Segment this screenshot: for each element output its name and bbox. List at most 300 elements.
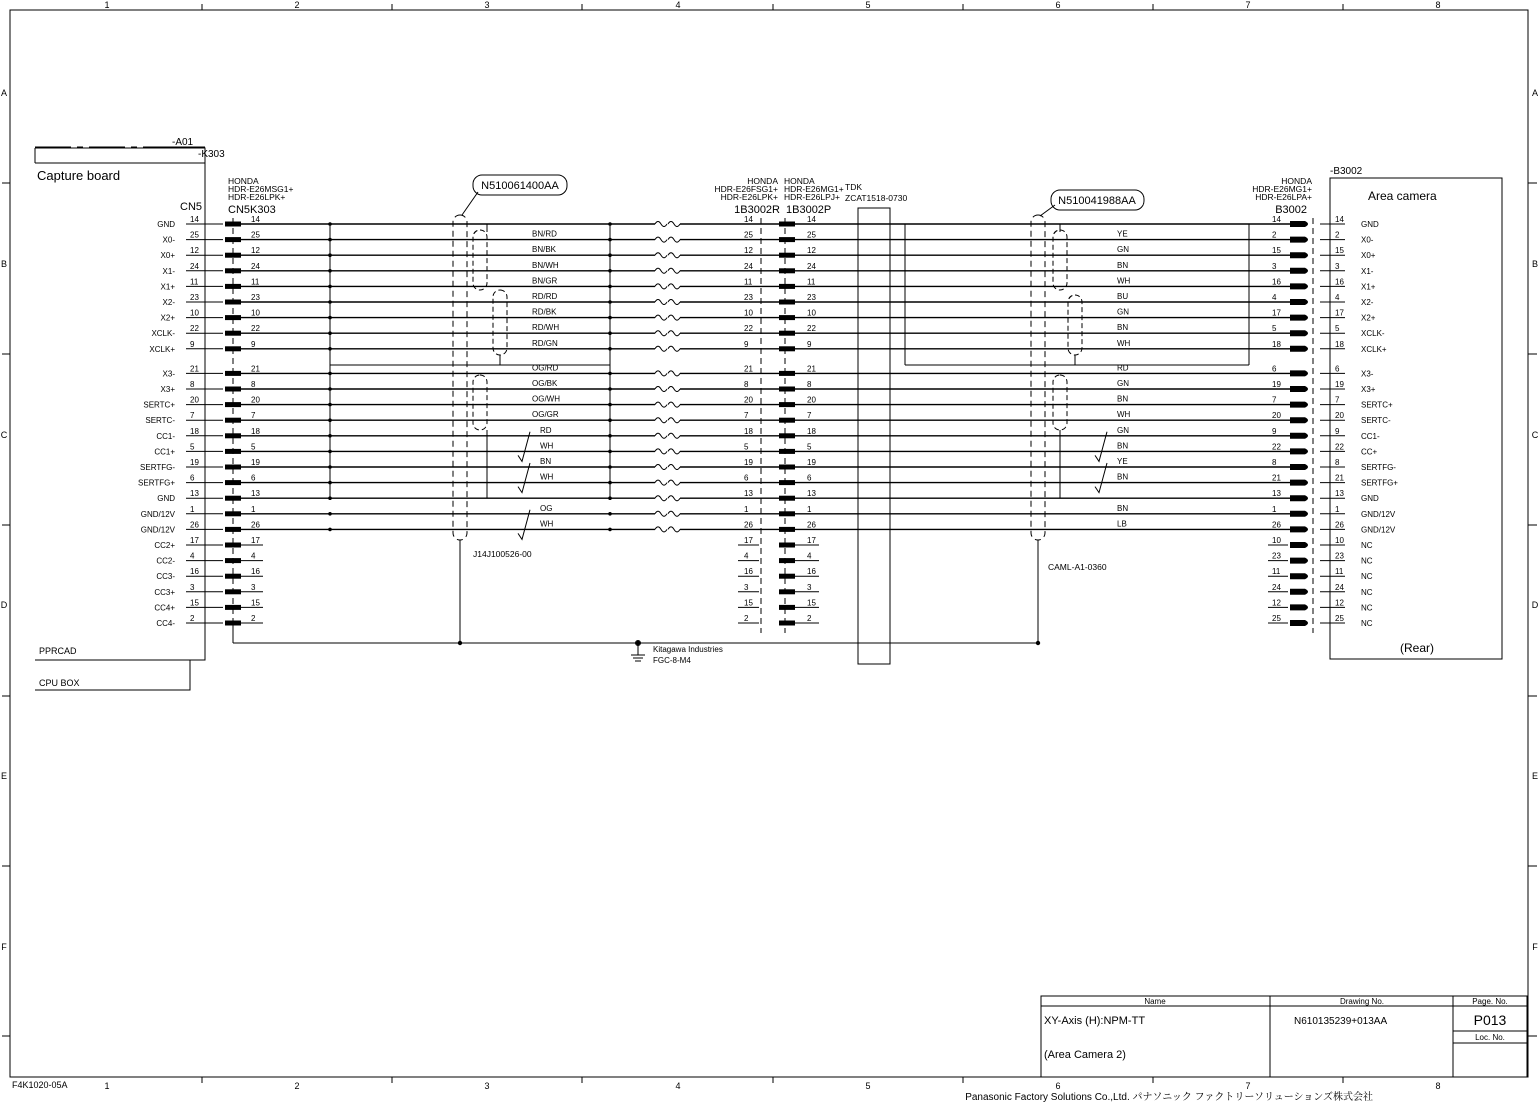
1b3002p-pin-number: 21 [807,364,816,374]
cable1-wire-color: RD [540,425,552,435]
1b3002p-pin-number: 19 [807,458,816,467]
1b3002r-pin-number: 12 [744,246,753,256]
1b3002p-pin-number: 11 [807,277,816,287]
svg-text:CN5K303: CN5K303 [228,204,276,216]
left-signal-label: CC3- [156,572,175,582]
ground-maker: Kitagawa Industries [653,645,723,654]
k303-pin-number: 4 [251,551,256,561]
camera-pin-number: 14 [1335,215,1344,224]
camera-signal-label: NC [1361,556,1373,566]
cable1-wire-color: BN/BK [532,245,557,255]
column-marker-bottom: 1 [104,1081,110,1091]
camera-signal-label: GND/12V [1361,509,1396,519]
1b3002r-pin-number: 19 [744,458,753,467]
left-pin-number: 20 [190,395,199,405]
left-signal-label: X1+ [160,282,175,292]
row-marker-left: A [0,88,8,98]
row-marker-left: D [0,600,8,610]
camera-pin-number: 1 [1335,504,1340,514]
k303-pin-number: 19 [251,458,260,467]
left-signal-label: SERTC+ [143,400,175,410]
svg-text:HDR-E26LPJ+: HDR-E26LPJ+ [784,192,840,202]
1b3002p-pin-number: 1 [807,504,812,514]
k303-pin-number: 20 [251,395,260,405]
cable2-wire-color: BU [1117,292,1129,301]
left-signal-label: XCLK- [151,329,175,339]
1b3002p-pin-number: 9 [807,339,812,349]
camera-signal-label: GND/12V [1361,525,1396,535]
camera-signal-label: XCLK- [1361,329,1385,339]
k303-pin-number: 26 [251,520,260,530]
left-pin-number: 16 [190,567,199,577]
k303-pin-number: 12 [251,246,260,256]
camera-signal-label: X2- [1361,298,1374,307]
1b3002p-pin-number: 26 [807,520,816,530]
svg-text:1B3002R: 1B3002R [734,204,780,216]
rear-label: (Rear) [1400,641,1435,655]
camera-signal-label: SERTFG- [1361,463,1396,472]
1b3002r-pin-number: 10 [744,308,753,318]
left-pin-number: 6 [190,473,195,483]
svg-text:HONDA: HONDA [747,176,778,186]
column-marker-top: 1 [104,0,110,10]
column-marker-bottom: 6 [1055,1081,1061,1091]
1b3002r-pin-number: 13 [744,489,753,499]
ref-b3002: -B3002 [1330,166,1363,177]
camera-signal-label: NC [1361,603,1373,613]
k303-pin-number: 10 [251,308,260,318]
camera-pin-number: 25 [1335,614,1344,623]
svg-text:N510061400AA: N510061400AA [481,180,559,192]
svg-text:N510041988AA: N510041988AA [1058,195,1136,207]
svg-text:HONDA: HONDA [784,176,815,186]
cable1-wire-color: BN/GR [532,276,558,286]
k303-pin-number: 25 [251,230,260,240]
left-signal-label: CC2- [156,556,175,566]
column-marker-bottom: 5 [865,1081,871,1091]
b3002-pin-number: 5 [1272,324,1277,334]
b3002-pin-number: 8 [1272,458,1277,467]
left-pin-number: 2 [190,614,195,623]
ground-part: FGC-8-M4 [653,656,691,665]
column-marker-top: 5 [865,0,871,10]
row-marker-right: D [1531,600,1539,610]
camera-signal-label: NC [1361,619,1373,628]
1b3002r-pin-number: 6 [744,473,749,483]
1b3002p-pin-number: 20 [807,395,816,405]
cable2-wire-color: BN [1117,503,1129,513]
1b3002r-pin-number: 5 [744,442,749,452]
row-marker-right: C [1531,430,1539,440]
left-pin-number: 25 [190,230,199,240]
column-marker-bottom: 4 [675,1081,681,1091]
camera-signal-label: SERTC- [1361,416,1391,426]
cable2-wire-color: RD [1117,363,1129,373]
svg-text:TDK: TDK [845,182,862,192]
1b3002p-pin-number: 17 [807,536,816,545]
cable2-wire-color: YE [1117,457,1128,466]
svg-text:HDR-E26LPK+: HDR-E26LPK+ [720,192,778,202]
ref-k303: -K303 [198,149,225,160]
camera-signal-label: X0- [1361,235,1374,245]
svg-text:HDR-E26MSG1+: HDR-E26MSG1+ [228,184,294,194]
camera-signal-label: GND [1361,220,1379,229]
1b3002p-pin-number: 4 [807,551,812,561]
left-signal-label: CC4+ [154,603,175,613]
column-marker-bottom: 8 [1435,1081,1441,1091]
left-pin-number: 5 [190,442,195,452]
left-pin-number: 7 [190,411,195,421]
cable1-wire-color: RD/RD [532,292,558,301]
1b3002p-pin-number: 3 [807,582,812,592]
b3002-pin-number: 22 [1272,442,1281,452]
left-signal-label: SERTFG- [140,463,175,472]
k303-pin-number: 7 [251,411,256,421]
cable2-wire-color: BN [1117,260,1129,270]
left-pin-number: 18 [190,426,199,436]
camera-pin-number: 11 [1335,567,1344,577]
pprcad-label: PPRCAD [39,646,77,656]
column-marker-bottom: 2 [294,1081,300,1091]
1b3002p-pin-number: 12 [807,246,816,256]
company-name: Panasonic Factory Solutions Co.,Ltd. パナソニック ファクトリーソリューションズ株式会社 [965,1092,1373,1103]
camera-signal-label: X1- [1361,266,1374,276]
1b3002r-pin-number: 17 [744,536,753,545]
1b3002p-pin-number: 7 [807,411,812,421]
camera-signal-label: NC [1361,572,1373,582]
k303-pin-number: 16 [251,567,260,577]
k303-pin-number: 17 [251,536,260,545]
left-pin-number: 10 [190,308,199,318]
1b3002r-pin-number: 7 [744,411,749,421]
camera-pin-number: 22 [1335,442,1344,452]
1b3002p-pin-number: 8 [807,380,812,389]
column-marker-top: 7 [1245,0,1251,10]
left-signal-label: X3- [162,369,175,379]
cable1-part: J14J100526-00 [473,549,532,559]
camera-signal-label: X3+ [1361,385,1376,394]
svg-text:HONDA: HONDA [1281,176,1312,186]
1b3002p-pin-number: 5 [807,442,812,452]
left-signal-label: GND/12V [140,525,175,535]
page-number: P013 [1473,1012,1507,1028]
1b3002r-pin-number: 18 [744,426,753,436]
svg-text:HDR-E26LPK+: HDR-E26LPK+ [228,192,286,202]
cable1-wire-color: OG/BK [532,379,558,388]
connector-cn5-label: CN5 [180,201,203,213]
camera-pin-number: 6 [1335,364,1340,374]
column-marker-bottom: 7 [1245,1081,1251,1091]
b3002-pin-number: 14 [1272,215,1281,224]
1b3002r-pin-number: 15 [744,598,753,608]
cable1-wire-color: OG/GR [532,410,559,420]
left-pin-number: 11 [190,277,199,287]
cable2-wire-color: WH [1117,338,1131,348]
left-pin-number: 23 [190,293,199,302]
1b3002r-pin-number: 24 [744,261,753,271]
row-marker-right: E [1531,771,1539,781]
k303-pin-number: 13 [251,489,260,499]
1b3002r-pin-number: 22 [744,324,753,334]
1b3002p-pin-number: 18 [807,426,816,436]
b3002-pin-number: 3 [1272,261,1277,271]
left-pin-number: 17 [190,536,199,545]
1b3002r-pin-number: 9 [744,339,749,349]
b3002-pin-number: 2 [1272,230,1277,240]
row-marker-left: B [0,259,8,269]
1b3002p-pin-number: 2 [807,614,812,623]
column-marker-top: 3 [484,0,490,10]
cable1-wire-color: BN/RD [532,229,557,239]
left-signal-label: X3+ [160,385,175,394]
left-signal-label: X2+ [160,313,175,323]
cable2-wire-color: GN [1117,307,1129,317]
form-id: F4K1020-05A [12,1080,68,1090]
row-marker-right: A [1531,88,1539,98]
cable2-wire-color: GN [1117,245,1129,255]
column-marker-bottom: 3 [484,1081,490,1091]
k303-pin-number: 1 [251,504,256,514]
name-header: Name [1144,997,1166,1006]
1b3002p-pin-number: 15 [807,598,816,608]
b3002-pin-number: 20 [1272,411,1281,421]
1b3002r-pin-number: 16 [744,567,753,577]
k303-pin-number: 14 [251,215,260,224]
left-pin-number: 22 [190,324,199,334]
camera-pin-number: 15 [1335,246,1344,256]
cable1-wire-color: RD/WH [532,323,560,333]
left-signal-label: SERTFG+ [138,478,175,488]
b3002-pin-number: 11 [1272,567,1281,577]
left-signal-label: CC2+ [154,541,175,550]
camera-pin-number: 10 [1335,536,1344,545]
k303-pin-number: 5 [251,442,256,452]
camera-pin-number: 4 [1335,293,1340,302]
b3002-pin-number: 1 [1272,504,1277,514]
left-signal-label: CC1- [156,431,175,441]
left-pin-number: 3 [190,582,195,592]
camera-pin-number: 12 [1335,598,1344,608]
b3002-pin-number: 23 [1272,551,1281,561]
cable2-wire-color: WH [1117,410,1131,420]
camera-pin-number: 26 [1335,520,1344,530]
capture-board-title: Capture board [37,168,121,183]
row-marker-left: E [0,771,8,781]
ref-a01: -A01 [172,137,194,148]
left-signal-label: XCLK+ [149,344,175,354]
camera-signal-label: NC [1361,541,1373,550]
1b3002r-pin-number: 20 [744,395,753,405]
cable1-wire-color: OG [540,503,553,513]
k303-pin-number: 15 [251,598,260,608]
cable1-wire-color: RD/BK [532,307,557,317]
camera-pin-number: 18 [1335,339,1344,349]
svg-text:HONDA: HONDA [228,176,259,186]
cable2-wire-color: GN [1117,379,1129,388]
b3002-pin-number: 24 [1272,582,1281,592]
1b3002p-pin-number: 22 [807,324,816,334]
b3002-pin-number: 15 [1272,246,1281,256]
row-marker-left: F [1,942,7,952]
cable1-wire-color: WH [540,472,554,482]
left-signal-label: X0- [162,235,175,245]
camera-pin-number: 7 [1335,395,1340,405]
camera-pin-number: 5 [1335,324,1340,334]
camera-pin-number: 20 [1335,411,1344,421]
left-pin-number: 14 [190,215,199,224]
1b3002p-pin-number: 24 [807,261,816,271]
camera-signal-label: X1+ [1361,282,1376,292]
b3002-pin-number: 4 [1272,293,1277,302]
camera-signal-label: SERTC+ [1361,400,1393,410]
camera-pin-number: 23 [1335,551,1344,561]
1b3002r-pin-number: 11 [744,277,753,287]
camera-signal-label: SERTFG+ [1361,478,1398,488]
1b3002r-pin-number: 25 [744,230,753,240]
1b3002p-pin-number: 23 [807,293,816,302]
1b3002p-pin-number: 10 [807,308,816,318]
cable2-wire-color: BN [1117,472,1129,482]
left-pin-number: 24 [190,261,199,271]
k303-pin-number: 21 [251,364,260,374]
cable2-part: CAML-A1-0360 [1048,562,1107,572]
b3002-pin-number: 25 [1272,614,1281,623]
cable2-wire-color: BN [1117,394,1129,404]
area-camera-title: Area camera [1368,189,1437,203]
b3002-pin-number: 26 [1272,520,1281,530]
left-signal-label: SERTC- [145,416,175,426]
1b3002p-pin-number: 14 [807,215,816,224]
1b3002r-pin-number: 1 [744,504,749,514]
left-pin-number: 19 [190,458,199,467]
row-marker-right: F [1532,942,1538,952]
svg-text:HDR-E26MG1+: HDR-E26MG1+ [784,184,844,194]
camera-signal-label: X0+ [1361,251,1376,261]
camera-pin-number: 3 [1335,261,1340,271]
b3002-pin-number: 19 [1272,380,1281,389]
cable2-wire-color: WH [1117,276,1131,286]
cable1-wire-color: WH [540,519,554,529]
camera-pin-number: 13 [1335,489,1344,499]
svg-text:ZCAT1518-0730: ZCAT1518-0730 [845,193,908,203]
camera-signal-label: X2+ [1361,313,1376,323]
cable2-wire-color: BN [1117,323,1129,333]
left-pin-number: 4 [190,551,195,561]
b3002-pin-number: 6 [1272,364,1277,374]
k303-pin-number: 3 [251,582,256,592]
svg-text:HDR-E26LPA+: HDR-E26LPA+ [1255,192,1312,202]
drawing-name-line1: XY-Axis (H):NPM-TT [1044,1015,1146,1027]
1b3002r-pin-number: 14 [744,215,753,224]
camera-pin-number: 17 [1335,308,1344,318]
camera-signal-label: XCLK+ [1361,344,1387,354]
left-signal-label: X2- [162,298,175,307]
camera-pin-number: 16 [1335,277,1344,287]
camera-pin-number: 19 [1335,380,1344,389]
column-marker-top: 8 [1435,0,1441,10]
cable1-wire-color: OG/WH [532,394,560,404]
left-pin-number: 12 [190,246,199,256]
1b3002r-pin-number: 3 [744,582,749,592]
k303-pin-number: 23 [251,293,260,302]
left-pin-number: 21 [190,364,199,374]
svg-text:HDR-E26FSG1+: HDR-E26FSG1+ [714,184,778,194]
column-marker-top: 4 [675,0,681,10]
camera-signal-label: NC [1361,587,1373,597]
left-signal-label: X1- [162,266,175,276]
left-signal-label: GND [157,220,175,229]
left-pin-number: 1 [190,504,195,514]
loc-header: Loc. No. [1475,1033,1505,1042]
camera-signal-label: GND [1361,494,1379,504]
left-pin-number: 8 [190,380,195,389]
cable2-wire-color: BN [1117,441,1129,451]
k303-pin-number: 8 [251,380,256,389]
left-pin-number: 26 [190,520,199,530]
k303-pin-number: 18 [251,426,260,436]
1b3002p-pin-number: 13 [807,489,816,499]
cable2-wire-color: LB [1117,519,1127,529]
camera-pin-number: 9 [1335,426,1340,436]
camera-pin-number: 2 [1335,230,1340,240]
left-signal-label: CC3+ [154,587,175,597]
camera-pin-number: 8 [1335,458,1340,467]
cable1-wire-color: RD/GN [532,338,558,348]
b3002-pin-number: 7 [1272,395,1277,405]
b3002-pin-number: 21 [1272,473,1281,483]
b3002-pin-number: 18 [1272,339,1281,349]
column-marker-top: 2 [294,0,300,10]
drawing-number: N610135239+013AA [1294,1016,1388,1027]
1b3002r-pin-number: 21 [744,364,753,374]
camera-pin-number: 24 [1335,582,1344,592]
1b3002p-pin-number: 25 [807,230,816,240]
b3002-pin-number: 13 [1272,489,1281,499]
left-signal-label: GND/12V [140,509,175,519]
1b3002r-pin-number: 23 [744,293,753,302]
camera-signal-label: CC1- [1361,431,1380,441]
cable1-wire-color: BN/WH [532,260,559,270]
k303-pin-number: 6 [251,473,256,483]
left-signal-label: X0+ [160,251,175,261]
1b3002r-pin-number: 2 [744,614,749,623]
left-pin-number: 13 [190,489,199,499]
k303-pin-number: 24 [251,261,260,271]
svg-text:HDR-E26MG1+: HDR-E26MG1+ [1252,184,1312,194]
page-header: Page. No. [1472,997,1508,1006]
1b3002p-pin-number: 6 [807,473,812,483]
1b3002r-pin-number: 8 [744,380,749,389]
left-pin-number: 15 [190,598,199,608]
k303-pin-number: 11 [251,277,260,287]
k303-pin-number: 22 [251,324,260,334]
row-marker-right: B [1531,259,1539,269]
1b3002r-pin-number: 4 [744,551,749,561]
cable1-wire-color: OG/RD [532,363,559,373]
left-signal-label: GND [157,494,175,504]
b3002-pin-number: 12 [1272,598,1281,608]
cable1-wire-color: WH [540,441,554,451]
b3002-pin-number: 10 [1272,536,1281,545]
row-marker-left: C [0,430,8,440]
drawing-header: Drawing No. [1339,997,1385,1006]
b3002-pin-number: 9 [1272,426,1277,436]
left-pin-number: 9 [190,339,195,349]
camera-signal-label: CC+ [1361,447,1378,457]
camera-signal-label: X3- [1361,369,1374,379]
k303-pin-number: 2 [251,614,256,623]
column-marker-top: 6 [1055,0,1061,10]
